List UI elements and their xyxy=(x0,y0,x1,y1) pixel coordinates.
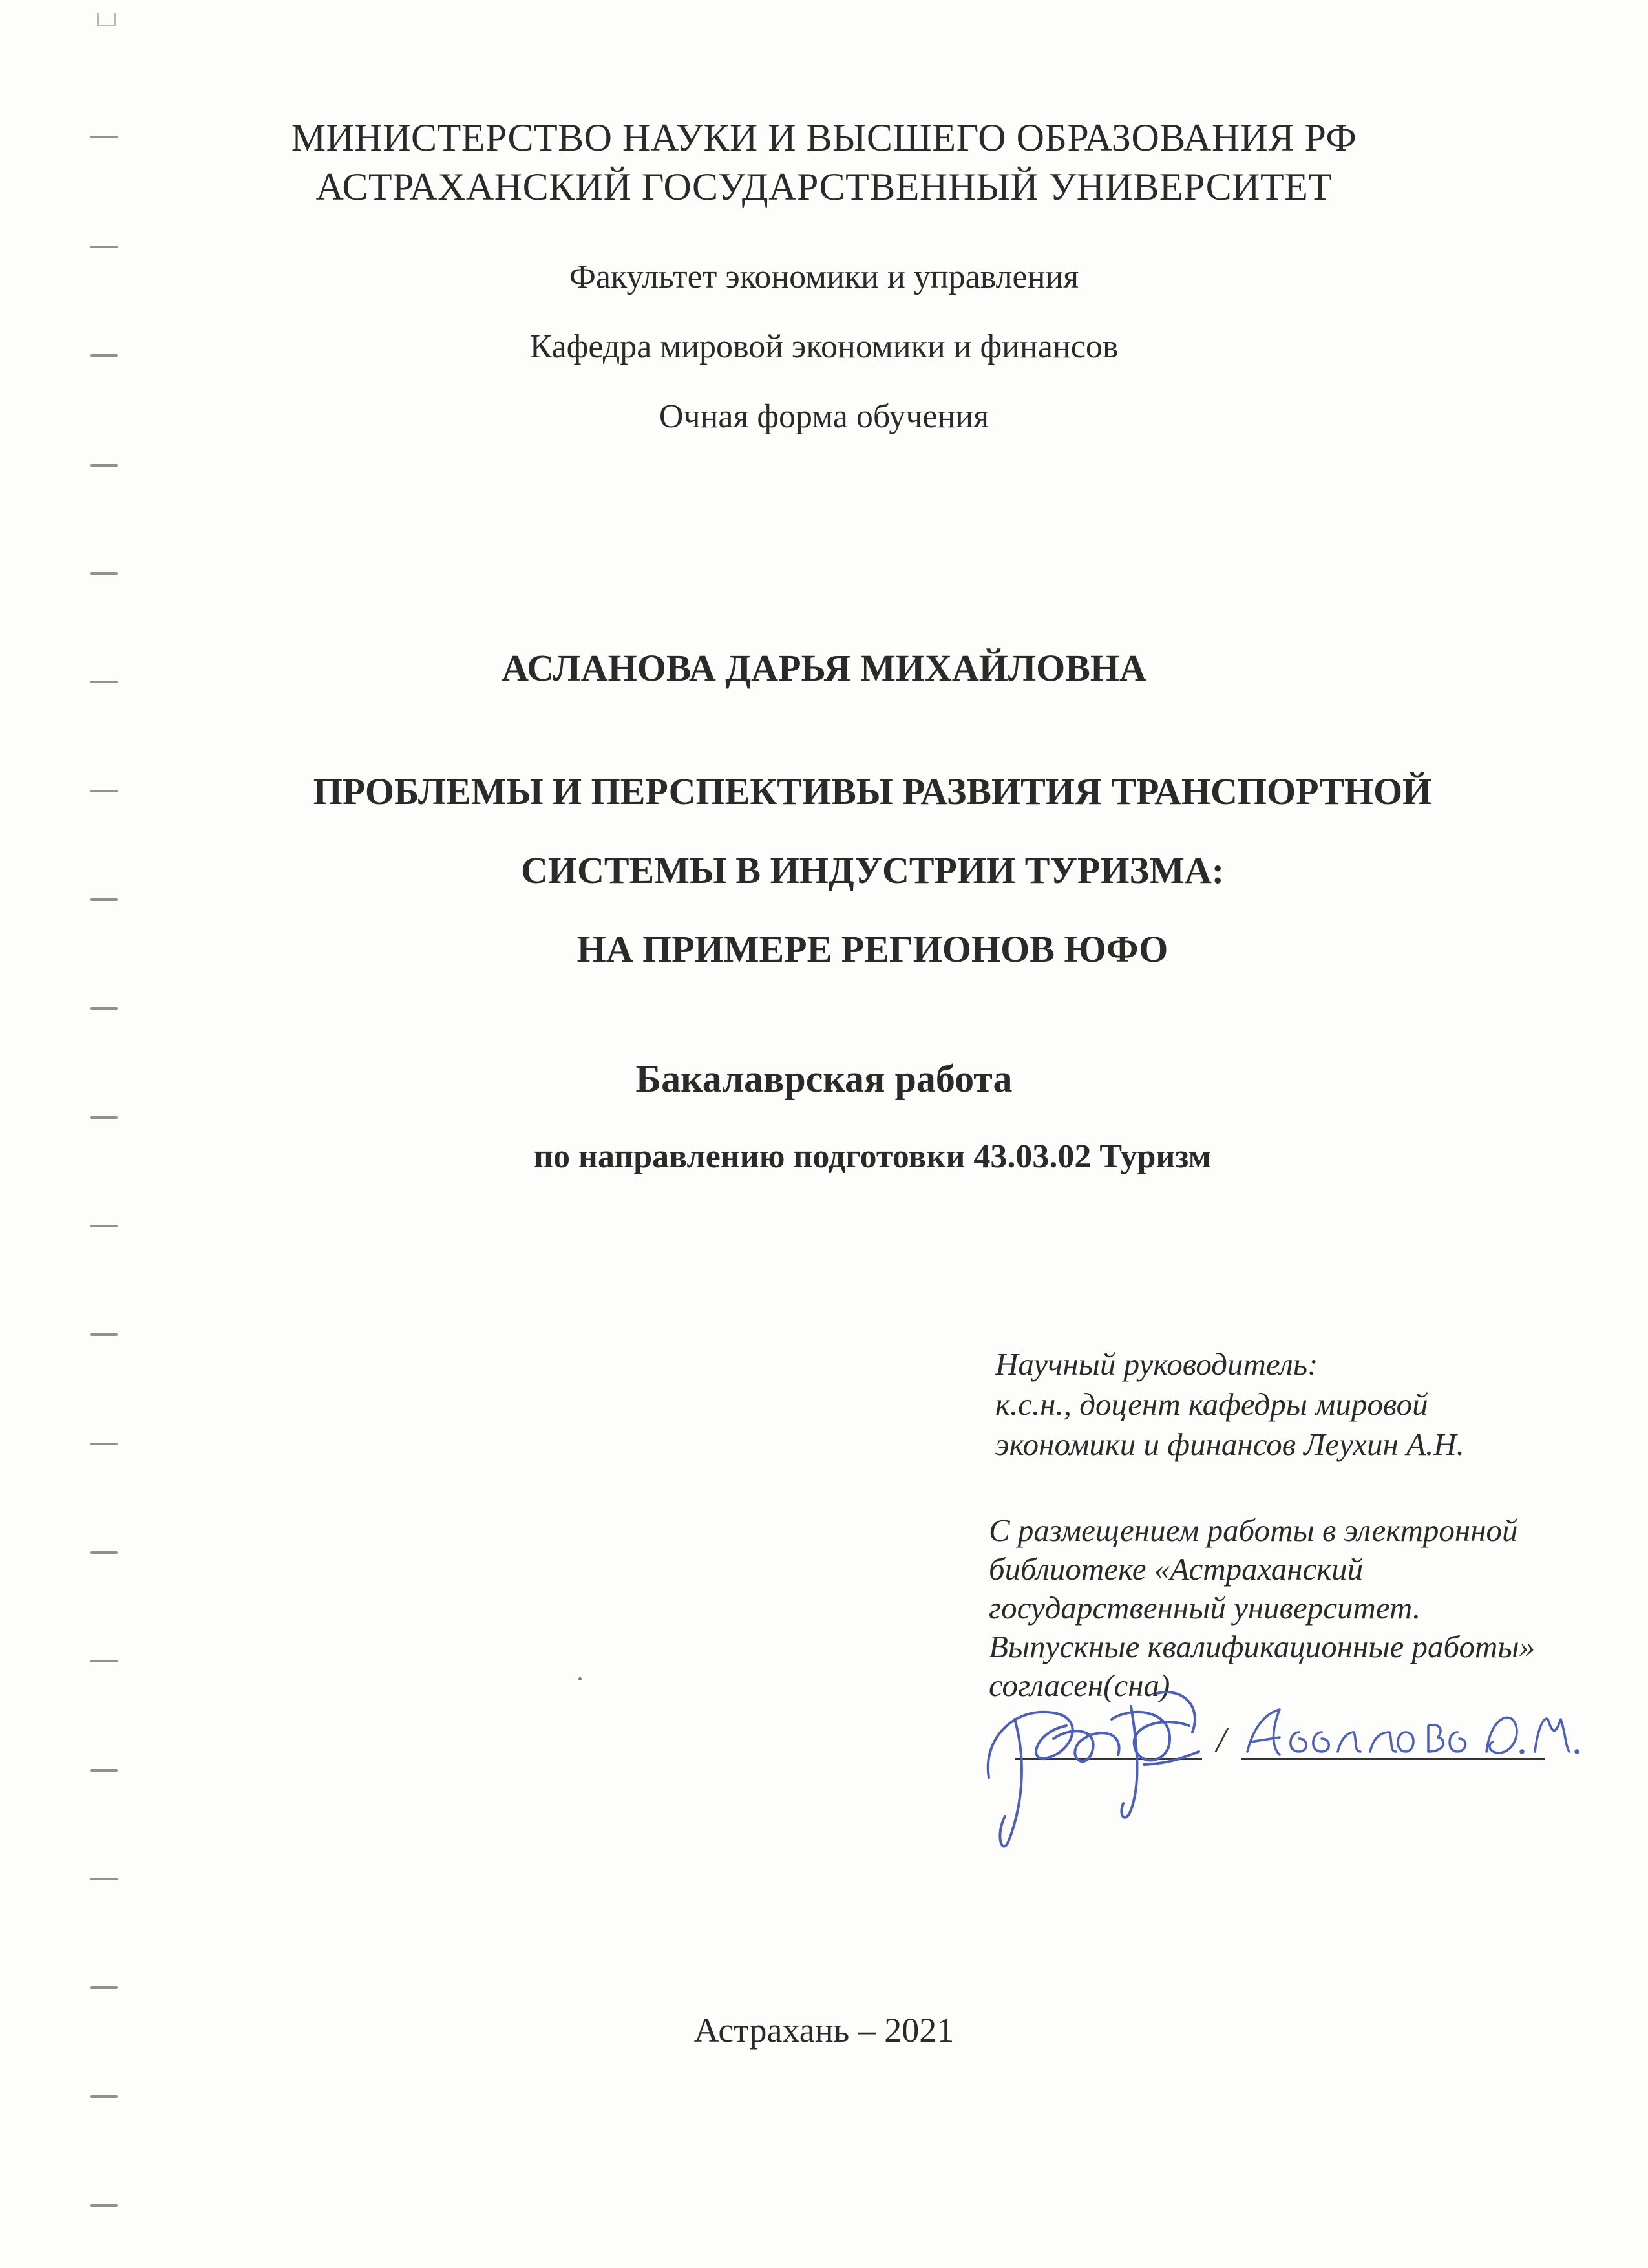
binding-mark xyxy=(90,1769,118,1772)
signature-separator: / xyxy=(1216,1720,1227,1760)
consent-line: С размещением работы в электронной xyxy=(989,1512,1518,1548)
faculty-block xyxy=(0,259,1648,468)
university-line: АСТРАХАНСКИЙ ГОСУДАРСТВЕННЫЙ УНИВЕРСИТЕТ xyxy=(315,165,1333,208)
binding-mark xyxy=(90,1443,118,1445)
ministry-line: МИНИСТЕРСТВО НАУКИ И ВЫСШЕГО ОБРАЗОВАНИЯ РФ xyxy=(291,116,1357,159)
binding-mark xyxy=(90,1333,118,1336)
binding-mark xyxy=(90,1551,118,1554)
title-line: СИСТЕМЫ В ИНДУСТРИИ ТУРИЗМА: xyxy=(520,849,1225,891)
binding-mark xyxy=(90,246,118,248)
signature-area xyxy=(976,1680,1590,1861)
faculty-name: Факультет экономики и управления xyxy=(569,259,1079,295)
consent-line: согласен(сна) xyxy=(989,1668,1170,1703)
ministry-header xyxy=(0,113,1648,211)
consent-line: государственный университет. xyxy=(989,1590,1421,1626)
author-name: АСЛАНОВА ДАРЬЯ МИХАЙЛОВНА xyxy=(502,647,1146,689)
binding-mark xyxy=(90,1986,118,1989)
city-year: Астрахань – 2021 xyxy=(693,2011,955,2050)
binding-mark xyxy=(90,572,118,575)
study-form: Очная форма обучения xyxy=(659,398,989,435)
binding-mark xyxy=(90,2095,118,2098)
department-name: Кафедра мировой экономики и финансов xyxy=(529,328,1119,365)
supervisor-line: к.с.н., доцент кафедры мировой xyxy=(995,1386,1428,1422)
supervisor-label: Научный руководитель: xyxy=(995,1346,1318,1382)
stray-dot xyxy=(578,1677,582,1680)
thesis-title xyxy=(97,772,1648,1009)
binding-mark xyxy=(90,1660,118,1662)
binding-mark xyxy=(90,2204,118,2207)
work-type: Бакалаврская работа xyxy=(635,1057,1013,1100)
binding-mark xyxy=(90,1225,118,1227)
handwritten-signature xyxy=(976,1680,1590,1861)
consent-block xyxy=(989,1511,1535,1705)
supervisor-block xyxy=(995,1344,1464,1465)
consent-line: Выпускные квалификационные работы» xyxy=(989,1629,1536,1664)
binding-mark xyxy=(90,1878,118,1880)
binding-mark xyxy=(90,1116,118,1119)
consent-line: библиотеке «Астраханский xyxy=(989,1551,1364,1587)
title-line: ПРОБЛЕМЫ И ПЕРСПЕКТИВЫ РАЗВИТИЯ ТРАНСПОРТНОЙ xyxy=(313,770,1432,812)
title-line: НА ПРИМЕРЕ РЕГИОНОВ ЮФО xyxy=(576,928,1168,970)
study-direction: по направлению подготовки 43.03.02 Туризм xyxy=(534,1138,1211,1175)
supervisor-line: экономики и финансов Леухин А.Н. xyxy=(995,1426,1464,1462)
